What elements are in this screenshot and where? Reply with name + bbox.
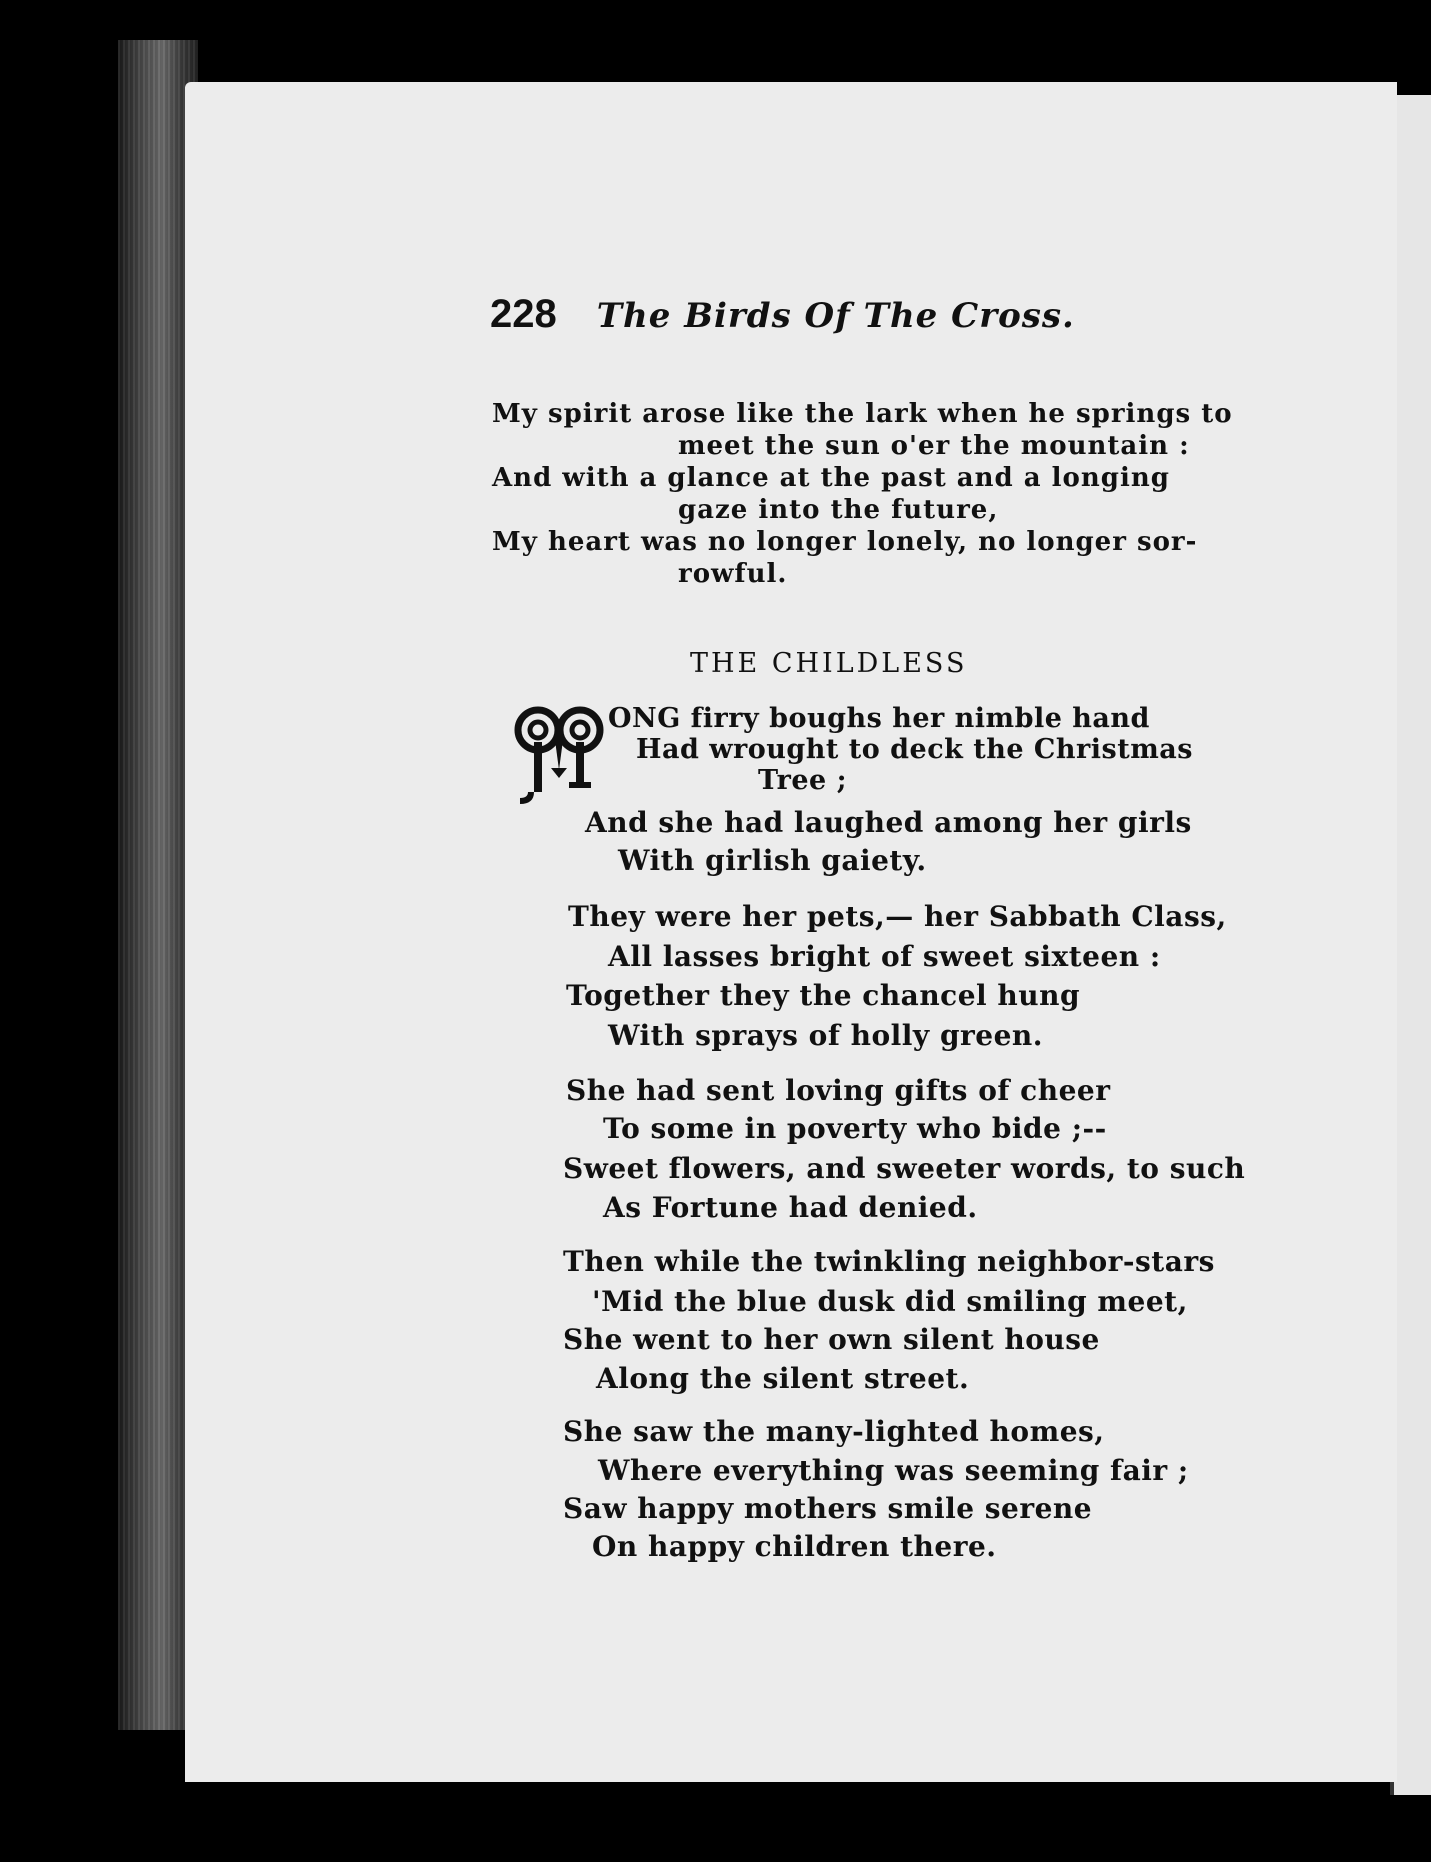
running-header xyxy=(490,292,1075,337)
poem-line: On happy children there. xyxy=(592,1530,997,1563)
prose-line: gaze into the future, xyxy=(678,495,999,525)
poem-title: THE CHILDLESS xyxy=(690,648,968,679)
prose-line: My heart was no longer lonely, no longer sor- xyxy=(492,527,1198,557)
poem-line: With girlish gaiety. xyxy=(618,844,927,877)
poem-line: She saw the many-lighted homes, xyxy=(563,1415,1105,1448)
poem-line: Sweet flowers, and sweeter words, to such xyxy=(563,1152,1246,1185)
poem-line: She had sent loving gifts of cheer xyxy=(566,1074,1111,1107)
poem-line: 'Mid the blue dusk did smiling meet, xyxy=(592,1285,1188,1318)
poem-line: Where everything was seeming fair ; xyxy=(598,1454,1189,1487)
poem-line: Then while the twinkling neighbor-stars xyxy=(563,1245,1215,1278)
ornamental-drop-cap-m-icon xyxy=(505,700,613,808)
poem-line: As Fortune had denied. xyxy=(603,1191,978,1224)
running-title: The Birds Of The Cross. xyxy=(596,296,1075,336)
opening-line: ONG firry boughs her nimble hand xyxy=(608,703,1150,734)
poem-line: She went to her own silent house xyxy=(563,1323,1100,1356)
page-number: 228 xyxy=(490,292,557,336)
poem-line: All lasses bright of sweet sixteen : xyxy=(608,940,1161,973)
poem-line: Together they the chancel hung xyxy=(566,979,1081,1012)
poem-line: And she had laughed among her girls xyxy=(585,806,1192,839)
poem-line: With sprays of holly green. xyxy=(608,1019,1044,1052)
prose-line: And with a glance at the past and a longing xyxy=(492,463,1170,493)
prose-line: rowful. xyxy=(678,559,788,589)
prose-passage xyxy=(492,398,1233,590)
poem-line: Saw happy mothers smile serene xyxy=(563,1492,1093,1525)
opening-line: Tree ; xyxy=(758,765,848,796)
opening-line: Had wrought to deck the Christmas xyxy=(636,734,1193,765)
prose-line: meet the sun o'er the mountain : xyxy=(678,431,1190,461)
prose-line: My spirit arose like the lark when he springs to xyxy=(492,399,1233,429)
poem-line: Along the silent street. xyxy=(596,1362,970,1395)
poem-line: To some in poverty who bide ;-- xyxy=(603,1112,1107,1145)
poem-line: They were her pets,— her Sabbath Class, xyxy=(568,900,1227,933)
